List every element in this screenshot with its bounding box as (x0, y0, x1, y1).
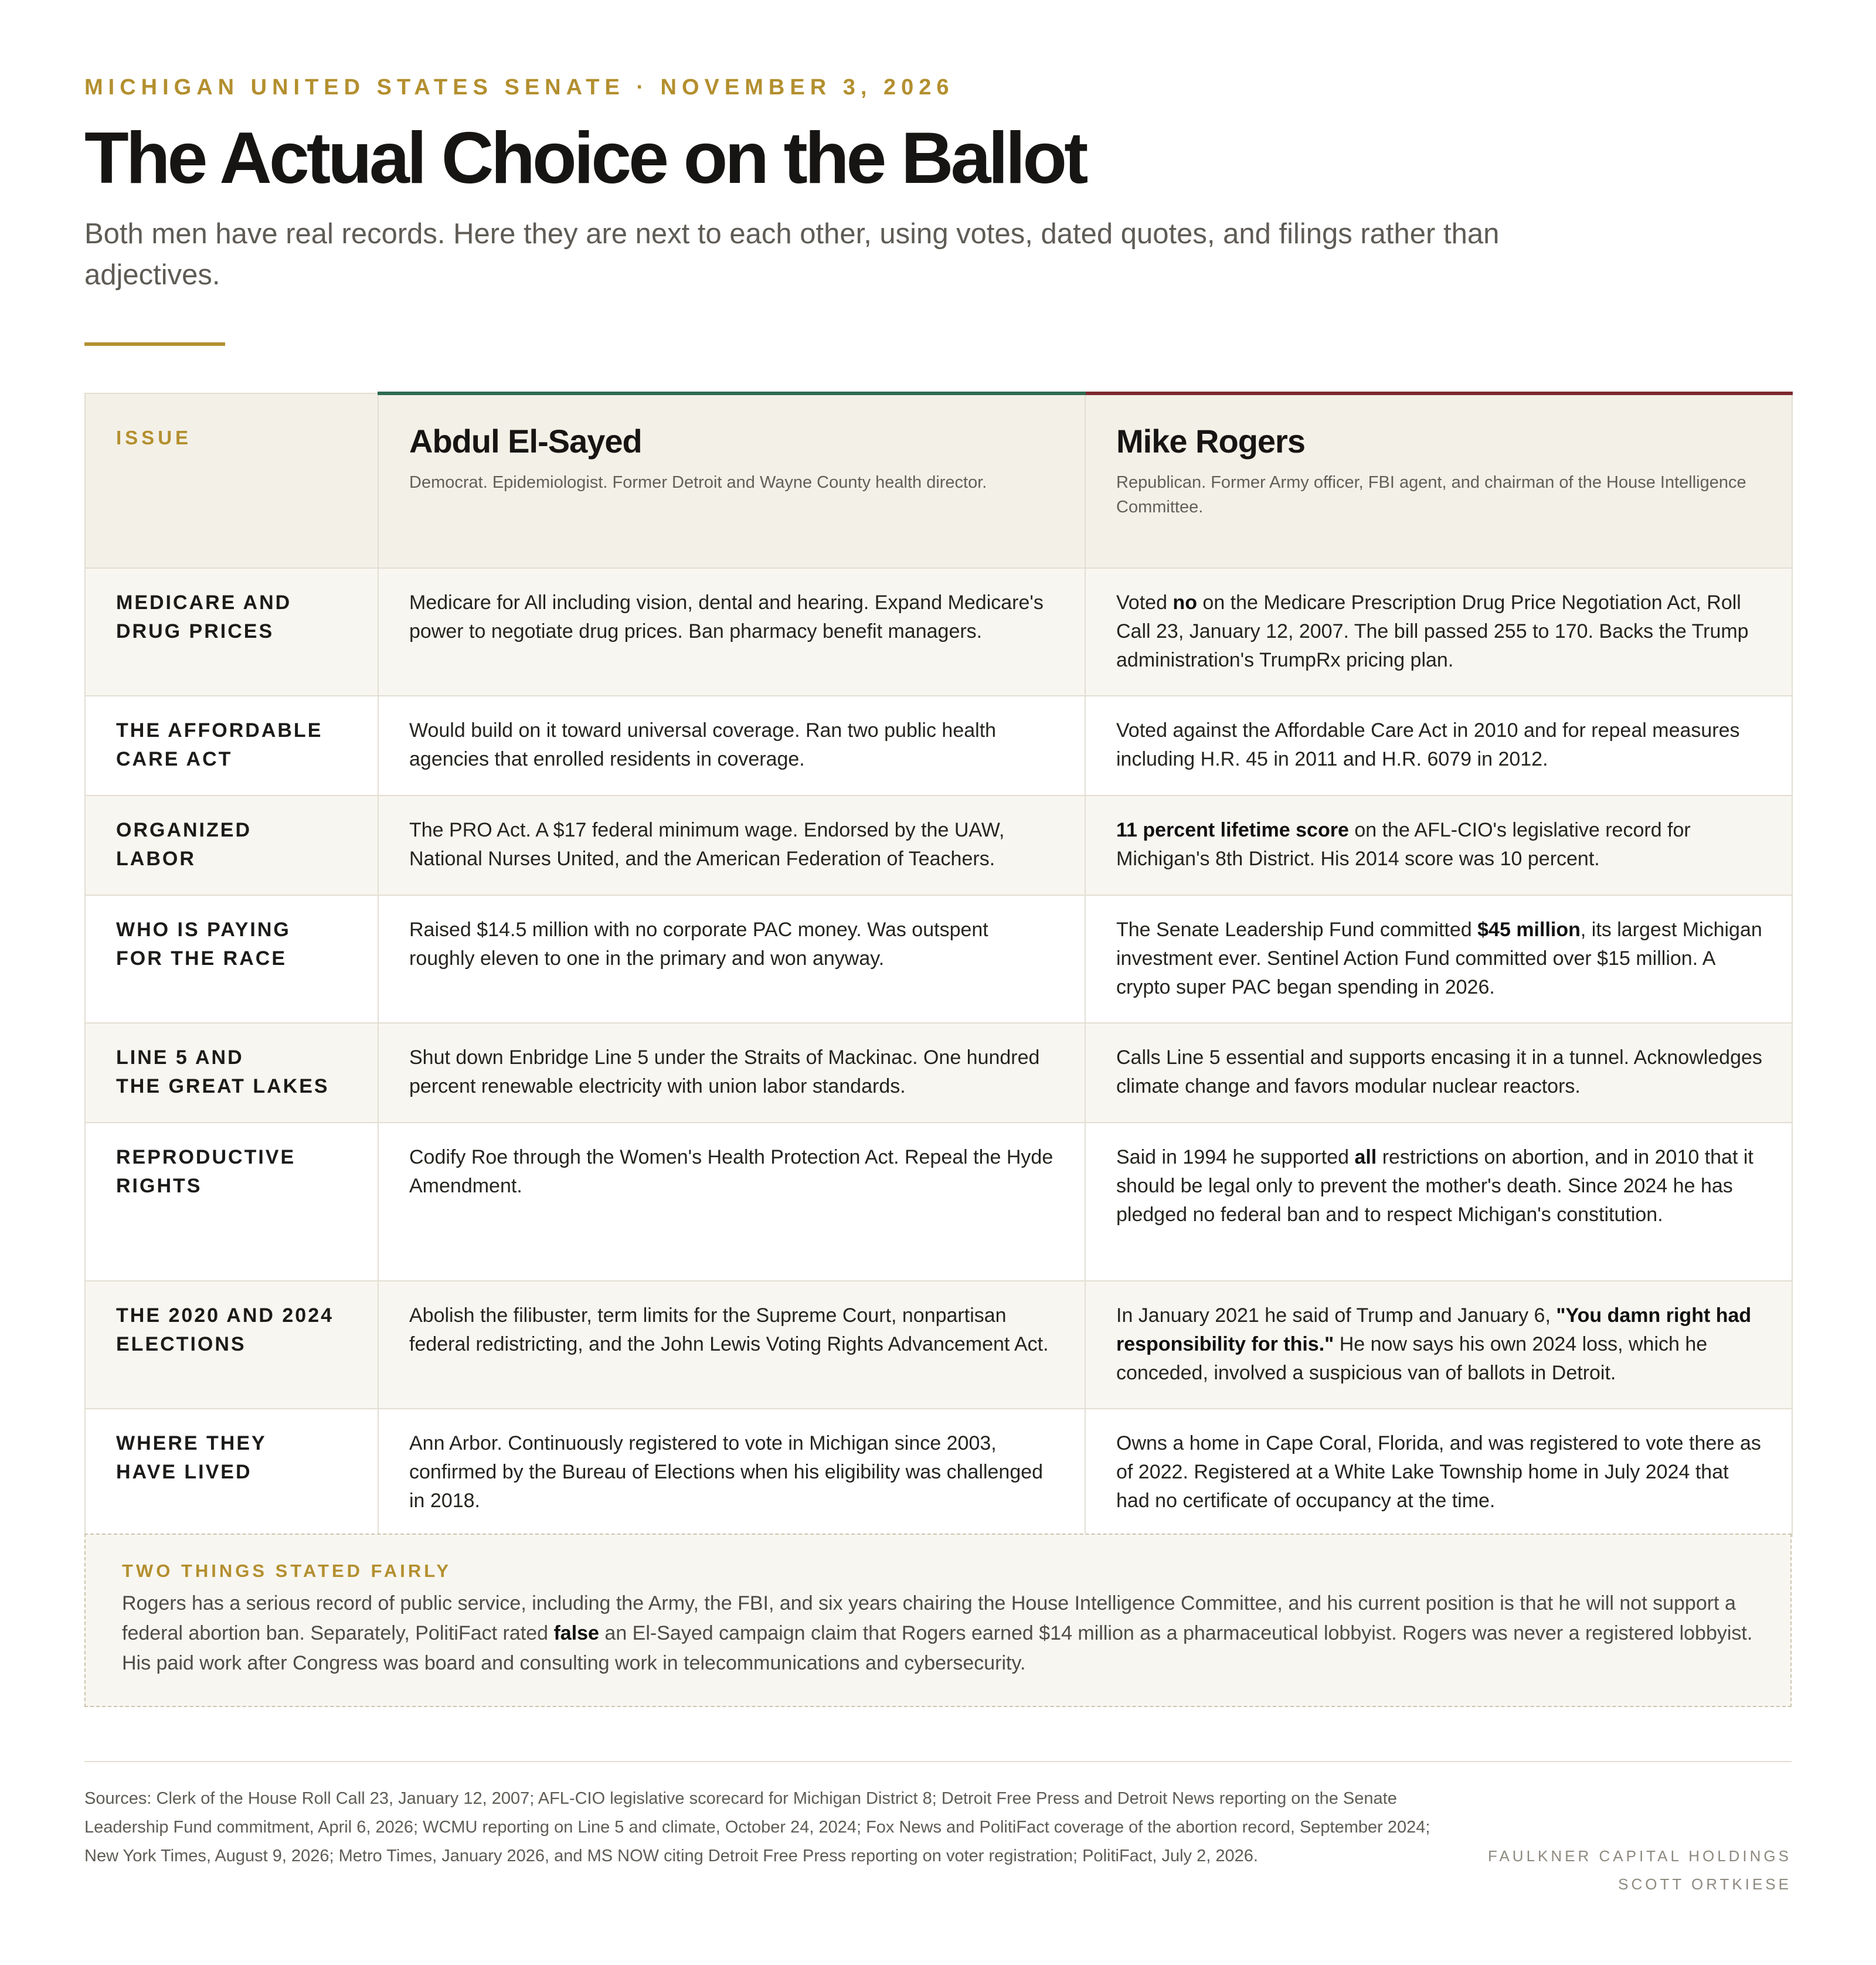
candidate-a-position: Shut down Enbridge Line 5 under the Straits of Mackinac. One hundred percent renewable electricity with union labor standards. (378, 1023, 1085, 1123)
table-row (85, 1409, 1792, 1536)
candidate-a-position: The PRO Act. A $17 federal minimum wage. Endorsed by the UAW, National Nurses United, and the American Federation of Teachers. (378, 795, 1085, 895)
credit-author: SCOTT ORTKIESE (1618, 1875, 1792, 1893)
candidate-b-position: The Senate Leadership Fund committed $45 million, its largest Michigan investment ever. Sentinel Action Fund committed over $15 million. A crypto super PAC began spending in 2026. (1085, 895, 1792, 1023)
candidate-a-position: Ann Arbor. Continuously registered to vote in Michigan since 2003, confirmed by the Bureau of Elections when his eligibility was challenged in 2018. (378, 1409, 1085, 1536)
table-row (85, 1023, 1792, 1123)
credit-block (1488, 1842, 1792, 1898)
candidate-b-position: Voted against the Affordable Care Act in 2010 and for repeal measures including H.R. 45 in 2011 and H.R. 6079 in 2012. (1085, 696, 1792, 795)
table-row (85, 568, 1792, 696)
candidate-a-position: Medicare for All including vision, dental and hearing. Expand Medicare's power to negotiate drug prices. Ban pharmacy benefit managers. (378, 568, 1085, 696)
issue-label: THE AFFORDABLE CARE ACT (85, 696, 378, 795)
candidate-a-position: Abolish the filibuster, term limits for the Supreme Court, nonpartisan federal redistricting, and the John Lewis Voting Rights Advancement Act. (378, 1281, 1085, 1409)
issue-column-header: ISSUE (85, 393, 378, 568)
candidate-b-position: Owns a home in Cape Coral, Florida, and was registered to vote there as of 2022. Registered at a White Lake Township home in July 2024 that had no certificate of occupancy at the time. (1085, 1409, 1792, 1536)
credit-organization: FAULKNER CAPITAL HOLDINGS (1488, 1847, 1792, 1865)
issue-label: REPRODUCTIVE RIGHTS (85, 1123, 378, 1281)
table-row (85, 895, 1792, 1023)
candidate-b-position: In January 2021 he said of Trump and January 6, "You damn right had responsibility for this." He now says his own 2024 loss, which he conceded, involved a suspicious van of ballots in Detroit. (1085, 1281, 1792, 1409)
candidate-a-position: Would build on it toward universal coverage. Ran two public health agencies that enrolled residents in coverage. (378, 696, 1085, 795)
race-eyebrow: MICHIGAN UNITED STATES SENATE · NOVEMBER 3, 2026 (84, 75, 954, 100)
fairness-label: TWO THINGS STATED FAIRLY (122, 1561, 452, 1581)
fairness-callout (84, 1534, 1792, 1707)
footer-divider (84, 1761, 1792, 1762)
table-header-row (85, 393, 1792, 568)
candidate-a-name: Abdul El-Sayed (409, 423, 642, 460)
candidate-b-header (1085, 393, 1792, 568)
sources-note: Sources: Clerk of the House Roll Call 23, January 12, 2007; AFL-CIO legislative scorecard for Michigan District 8; Detroit Free Press and Detroit News reporting on the Senate Leadership Fund commitment, April 6, 2026; WCMU reporting on Line 5 and climate, October 24, 2024; Fox News and PolitiFact coverage of the abortion record, September 2024; New York Times, August 9, 2026; Metro Times, January 2026, and MS NOW citing Detroit Free Press reporting on voter registration; PolitiFact, July 2, 2026. (84, 1789, 1430, 1865)
issue-label: WHERE THEY HAVE LIVED (85, 1409, 378, 1536)
candidate-a-position: Raised $14.5 million with no corporate PAC money. Was outspent roughly eleven to one in the primary and won anyway. (378, 895, 1085, 1023)
fairness-text: Rogers has a serious record of public service, including the Army, the FBI, and six years chairing the House Intelligence Committee, and his current position is that he will not support a federal abortion ban. Separately, PolitiFact rated false an El-Sayed campaign claim that Rogers earned $14 million as a pharmaceutical lobbyist. Rogers was never a registered lobbyist. His paid work after Congress was board and consulting work in telecommunications and cybersecurity. (122, 1592, 1753, 1674)
issue-label: LINE 5 AND THE GREAT LAKES (85, 1023, 378, 1123)
candidate-a-header (378, 393, 1085, 568)
table-row (85, 696, 1792, 795)
candidate-b-description: Republican. Former Army officer, FBI agent, and chairman of the House Intelligence Committee. (1116, 473, 1746, 516)
issue-label: ORGANIZED LABOR (85, 795, 378, 895)
candidate-b-position: Said in 1994 he supported all restrictions on abortion, and in 2010 that it should be legal only to prevent the mother's death. Since 2024 he has pledged no federal ban and to respect Michigan's constitution. (1085, 1123, 1792, 1281)
candidate-a-position: Codify Roe through the Women's Health Protection Act. Repeal the Hyde Amendment. (378, 1123, 1085, 1281)
comparison-table (84, 392, 1793, 1537)
table-row (85, 1123, 1792, 1281)
page-subtitle: Both men have real records. Here they are next to each other, using votes, dated quotes, and filings rather than adjectives. (84, 218, 1500, 291)
candidate-b-position: Voted no on the Medicare Prescription Drug Price Negotiation Act, Roll Call 23, January 12, 2007. The bill passed 255 to 170. Backs the Trump administration's TrumpRx pricing plan. (1085, 568, 1792, 696)
table-row (85, 795, 1792, 895)
page-title: The Actual Choice on the Ballot (84, 118, 1086, 199)
issue-label: THE 2020 AND 2024 ELECTIONS (85, 1281, 378, 1409)
issue-label: WHO IS PAYING FOR THE RACE (85, 895, 378, 1023)
issue-label: MEDICARE AND DRUG PRICES (85, 568, 378, 696)
accent-rule (84, 342, 225, 346)
table-row (85, 1281, 1792, 1409)
candidate-b-position: 11 percent lifetime score on the AFL-CIO's legislative record for Michigan's 8th District. His 2014 score was 10 percent. (1085, 795, 1792, 895)
candidate-a-description: Democrat. Epidemiologist. Former Detroit and Wayne County health director. (409, 473, 987, 492)
candidate-b-position: Calls Line 5 essential and supports encasing it in a tunnel. Acknowledges climate change and favors modular nuclear reactors. (1085, 1023, 1792, 1123)
candidate-b-name: Mike Rogers (1116, 423, 1305, 460)
